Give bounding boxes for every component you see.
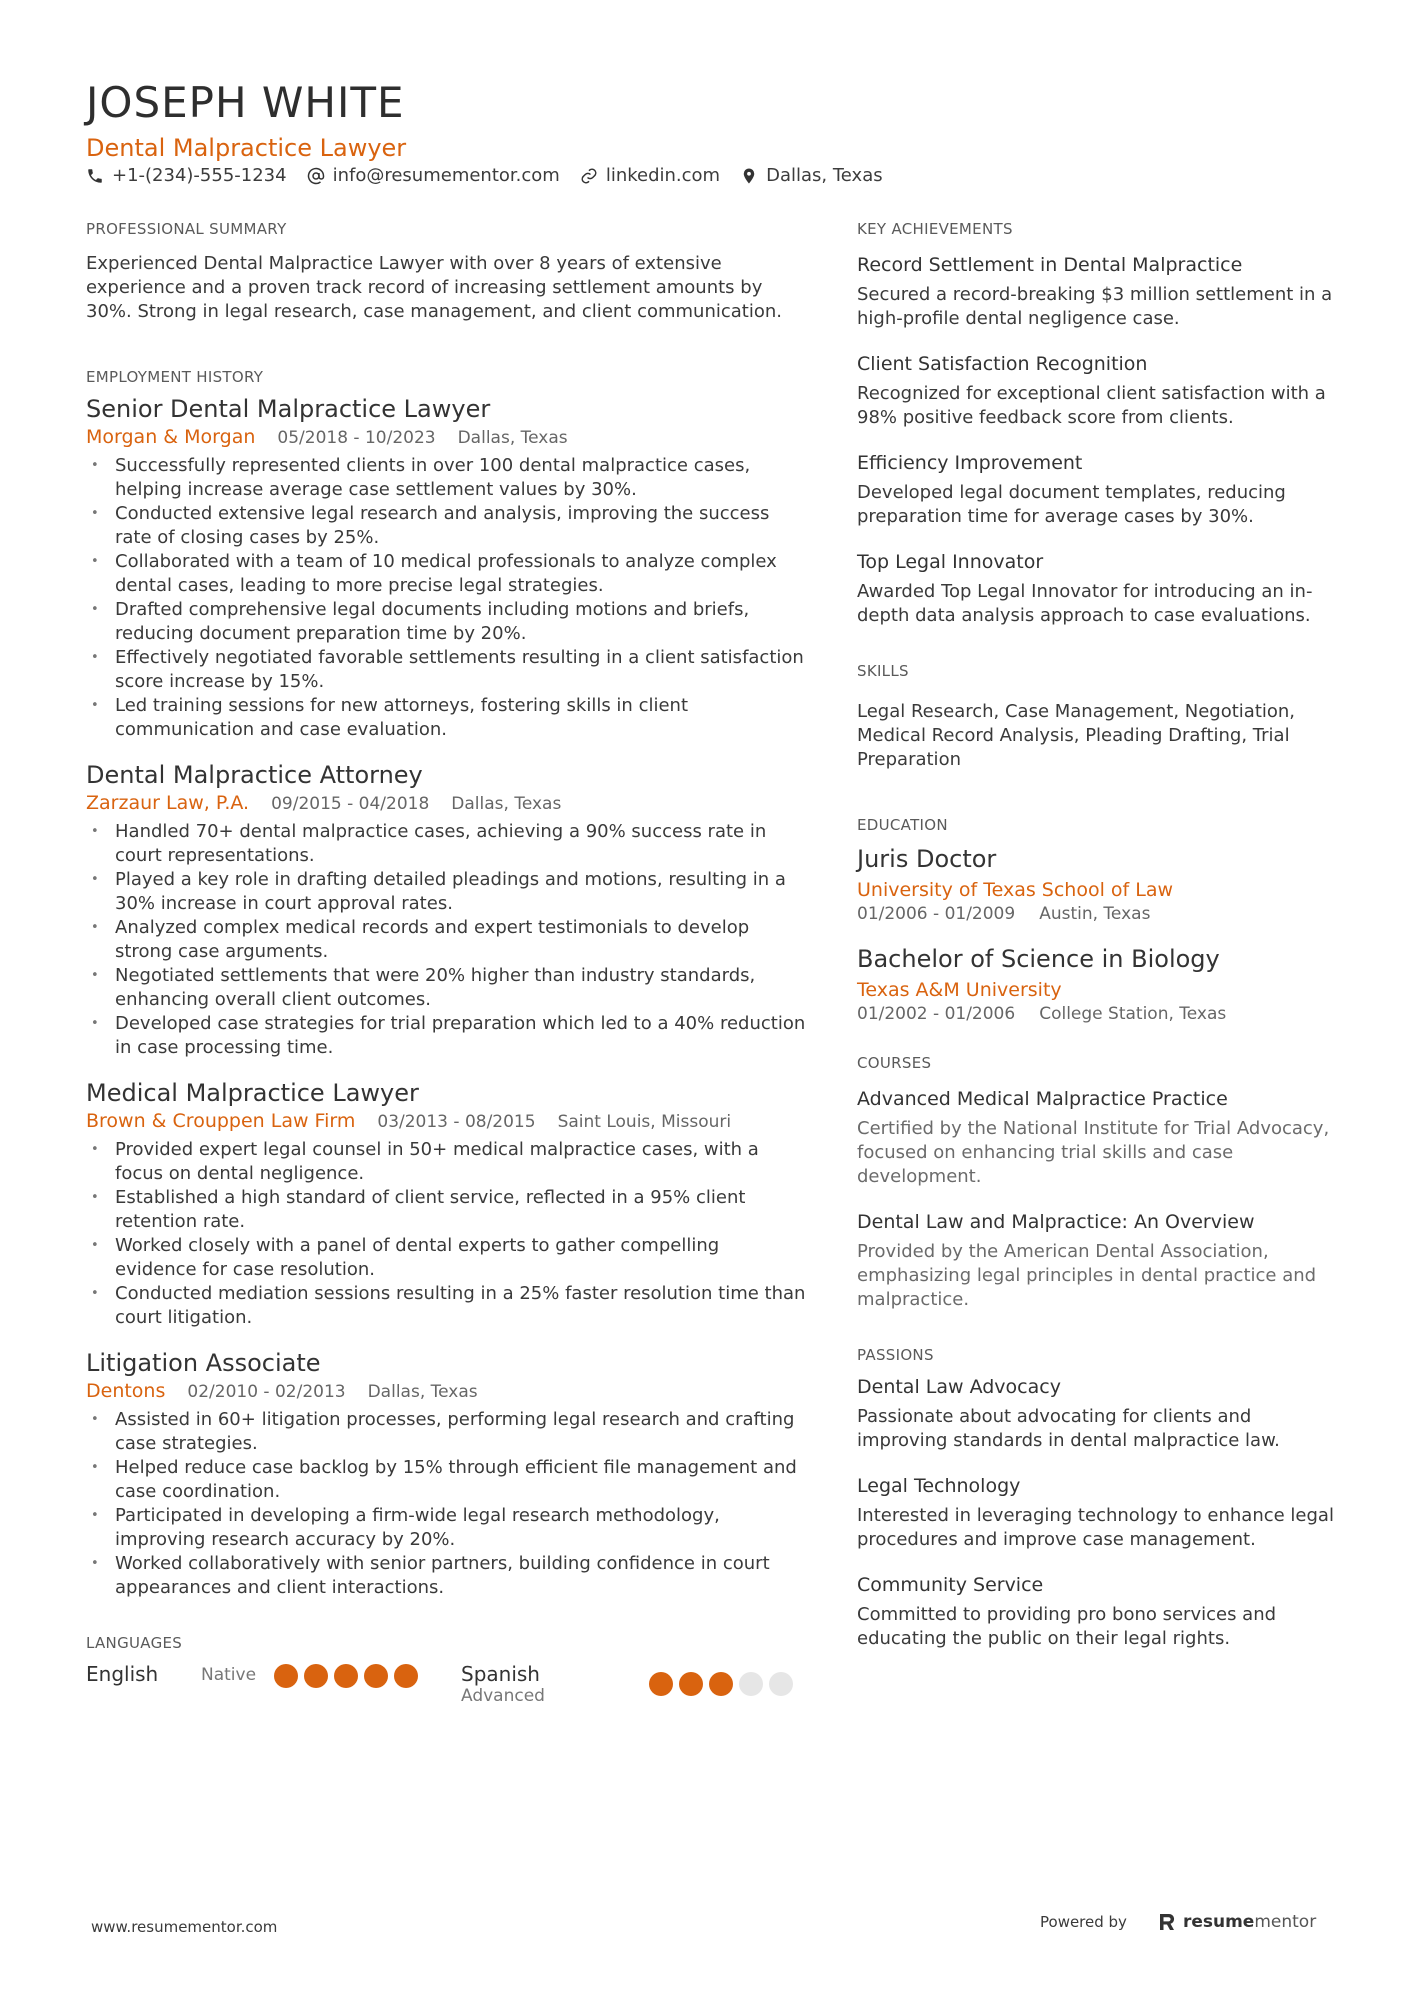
bullet-item: • Worked collaboratively with senior partners, building confidence in court appearances and client interactions. — [86, 1552, 806, 1600]
job-meta — [86, 792, 806, 814]
achievement-item — [857, 351, 1337, 430]
education-meta — [857, 904, 1337, 924]
passion-desc: Committed to providing pro bono services and educating the public on their legal rights. — [857, 1604, 1277, 1649]
job-entry — [86, 760, 806, 1060]
job-entry — [86, 1348, 806, 1600]
job-title: Senior Dental Malpractice Lawyer — [86, 395, 491, 423]
rating-dot-filled — [274, 1664, 298, 1688]
candidate-title: Dental Malpractice Lawyer — [86, 134, 407, 162]
achievements-heading: KEY ACHIEVEMENTS — [857, 220, 1013, 238]
job-title: Litigation Associate — [86, 1349, 321, 1377]
passion-title: Community Service — [857, 1574, 1044, 1596]
passions-heading: PASSIONS — [857, 1346, 934, 1364]
phone-icon — [86, 167, 104, 185]
achievement-item — [857, 549, 1337, 628]
achievement-item — [857, 252, 1337, 331]
rating-dot-empty — [739, 1672, 763, 1696]
job-entry — [86, 394, 806, 742]
job-company: Zarzaur Law, P.A. — [86, 792, 250, 814]
education-location: College Station, Texas — [1039, 1004, 1227, 1024]
education-degree: Juris Doctor — [857, 845, 997, 873]
job-dates: 03/2013 - 08/2015 — [377, 1112, 536, 1132]
achievement-desc: Recognized for exceptional client satisfaction with a 98% positive feedback score from clients. — [857, 383, 1326, 428]
course-desc: Certified by the National Institute for Trial Advocacy, focused on enhancing trial skills and case development. — [857, 1118, 1330, 1187]
education-dates: 01/2006 - 01/2009 — [857, 904, 1016, 924]
job-location: Saint Louis, Missouri — [557, 1112, 732, 1132]
bullet-item: • Successfully represented clients in over 100 dental malpractice cases, helping increase average case settlement values by 30%. — [86, 454, 806, 502]
at-icon — [307, 167, 325, 185]
email-text[interactable]: info@resumementor.com — [332, 165, 560, 186]
job-bullets — [86, 1138, 806, 1330]
language-text — [461, 1662, 649, 1706]
education-section — [857, 816, 1337, 1024]
course-desc: Provided by the American Dental Association, emphasizing legal principles in dental practice and malpractice. — [857, 1241, 1317, 1310]
bullet-item: • Worked closely with a panel of dental experts to gather compelling evidence for case resolution. — [86, 1234, 806, 1282]
summary-section — [86, 220, 806, 324]
achievement-item — [857, 450, 1337, 529]
job-dates: 02/2010 - 02/2013 — [187, 1382, 346, 1402]
passion-desc: Passionate about advocating for clients and improving standards in dental malpractice law. — [857, 1406, 1280, 1451]
job-title: Dental Malpractice Attorney — [86, 761, 423, 789]
brand-logo[interactable] — [1157, 1912, 1316, 1932]
education-location: Austin, Texas — [1039, 904, 1151, 924]
bullet-item: • Established a high standard of client service, reflected in a 95% client retention rate. — [86, 1186, 806, 1234]
job-location: Dallas, Texas — [451, 794, 562, 814]
achievement-title: Client Satisfaction Recognition — [857, 353, 1148, 375]
job-dates: 05/2018 - 10/2023 — [277, 428, 436, 448]
brand-name-light: mentor — [1254, 1912, 1317, 1932]
rating-dot-filled — [679, 1672, 703, 1696]
bullet-item: • Led training sessions for new attorneys, fostering skills in client communication and case evaluation. — [86, 694, 806, 742]
bullet-item: • Collaborated with a team of 10 medical professionals to analyze complex dental cases, leading to more precise legal strategies. — [86, 550, 806, 598]
summary-heading: PROFESSIONAL SUMMARY — [86, 220, 287, 238]
course-item — [857, 1209, 1337, 1312]
contact-linkedin[interactable] — [580, 165, 720, 186]
rating-dot-filled — [394, 1664, 418, 1688]
footer-website[interactable]: www.resumementor.com — [91, 1918, 278, 1936]
linkedin-text[interactable]: linkedin.com — [605, 165, 721, 186]
location-pin-icon — [740, 167, 758, 185]
contact-email[interactable] — [307, 165, 560, 186]
achievement-title: Efficiency Improvement — [857, 452, 1083, 474]
contact-phone — [86, 165, 287, 186]
job-meta — [86, 426, 806, 448]
language-rating — [274, 1662, 424, 1688]
job-company: Brown & Crouppen Law Firm — [86, 1110, 356, 1132]
job-company: Dentons — [86, 1380, 166, 1402]
phone-text: +1-(234)-555-1234 — [112, 165, 287, 186]
employment-heading: EMPLOYMENT HISTORY — [86, 368, 264, 386]
education-school: University of Texas School of Law — [857, 879, 1174, 901]
languages-heading: LANGUAGES — [86, 1634, 183, 1652]
rating-dot-filled — [709, 1672, 733, 1696]
language-level: Native — [201, 1665, 257, 1685]
education-school: Texas A&M University — [857, 979, 1062, 1001]
bullet-item: • Helped reduce case backlog by 15% through efficient file management and case coordination. — [86, 1456, 806, 1504]
education-item — [857, 844, 1337, 924]
bullet-item: • Handled 70+ dental malpractice cases, achieving a 90% success rate in court representations. — [86, 820, 806, 868]
achievements-section — [857, 220, 1337, 628]
left-column — [86, 220, 806, 1706]
bullet-item: • Provided expert legal counsel in 50+ medical malpractice cases, with a focus on dental negligence. — [86, 1138, 806, 1186]
employment-section — [86, 368, 806, 1600]
passion-item — [857, 1374, 1337, 1453]
bullet-item: • Drafted comprehensive legal documents including motions and briefs, reducing document preparation time by 20%. — [86, 598, 806, 646]
bullet-item: • Effectively negotiated favorable settlements resulting in a client satisfaction score increase by 15%. — [86, 646, 806, 694]
candidate-name: JOSEPH WHITE — [86, 78, 405, 127]
language-item — [86, 1662, 461, 1688]
job-bullets — [86, 454, 806, 742]
achievement-title: Record Settlement in Dental Malpractice — [857, 254, 1243, 276]
passion-title: Legal Technology — [857, 1475, 1021, 1497]
language-item — [461, 1662, 799, 1706]
bullet-item: • Assisted in 60+ litigation processes, performing legal research and crafting case strategies. — [86, 1408, 806, 1456]
summary-text: Experienced Dental Malpractice Lawyer with over 8 years of extensive experience and a proven track record of increasing settlement amounts by 30%. Strong in legal research, case management, and client communication. — [86, 253, 782, 322]
bullet-item: • Participated in developing a firm-wide legal research methodology, improving research accuracy by 20%. — [86, 1504, 806, 1552]
languages-section — [86, 1634, 806, 1706]
skills-section — [857, 662, 1337, 772]
contact-location — [740, 165, 883, 186]
bullet-item: • Negotiated settlements that were 20% higher than industry standards, enhancing overall client outcomes. — [86, 964, 806, 1012]
education-dates: 01/2002 - 01/2006 — [857, 1004, 1016, 1024]
bullet-item: • Developed case strategies for trial preparation which led to a 40% reduction in case processing time. — [86, 1012, 806, 1060]
course-title: Dental Law and Malpractice: An Overview — [857, 1211, 1255, 1233]
job-entry — [86, 1078, 806, 1330]
passion-item — [857, 1473, 1337, 1552]
language-level: Advanced — [461, 1686, 545, 1706]
rating-dot-filled — [304, 1664, 328, 1688]
achievement-title: Top Legal Innovator — [857, 551, 1044, 573]
job-bullets — [86, 820, 806, 1060]
rating-dot-filled — [649, 1672, 673, 1696]
bullet-item: • Conducted mediation sessions resulting in a 25% faster resolution time than court litigation. — [86, 1282, 806, 1330]
rating-dot-filled — [364, 1664, 388, 1688]
skills-heading: SKILLS — [857, 662, 909, 680]
rating-dot-filled — [334, 1664, 358, 1688]
job-dates: 09/2015 - 04/2018 — [271, 794, 430, 814]
achievement-desc: Developed legal document templates, reducing preparation time for average cases by 30%. — [857, 482, 1286, 527]
passion-item — [857, 1572, 1337, 1651]
job-company: Morgan & Morgan — [86, 426, 256, 448]
right-column — [857, 220, 1337, 1671]
course-item — [857, 1086, 1337, 1189]
course-title: Advanced Medical Malpractice Practice — [857, 1088, 1228, 1110]
language-name: Spanish — [461, 1662, 540, 1686]
contact-bar — [86, 165, 903, 186]
job-location: Dallas, Texas — [367, 1382, 478, 1402]
link-icon — [580, 167, 598, 185]
job-location: Dallas, Texas — [457, 428, 568, 448]
passion-desc: Interested in leveraging technology to enhance legal procedures and improve case management. — [857, 1505, 1334, 1550]
achievement-desc: Secured a record-breaking $3 million settlement in a high-profile dental negligence case. — [857, 284, 1333, 329]
languages-list — [86, 1662, 806, 1706]
brand-name-bold: resume — [1182, 1912, 1255, 1932]
job-bullets — [86, 1408, 806, 1600]
skills-text: Legal Research, Case Management, Negotiation, Medical Record Analysis, Pleading Drafting, Trial Preparation — [857, 701, 1296, 770]
job-title: Medical Malpractice Lawyer — [86, 1079, 419, 1107]
achievement-desc: Awarded Top Legal Innovator for introducing an in-depth data analysis approach to case evaluations. — [857, 581, 1313, 626]
language-rating — [649, 1662, 799, 1696]
job-meta — [86, 1380, 806, 1402]
resumementor-logo-icon — [1157, 1912, 1177, 1932]
rating-dot-empty — [769, 1672, 793, 1696]
courses-section — [857, 1054, 1337, 1312]
bullet-item: • Played a key role in drafting detailed pleadings and motions, resulting in a 30% increase in court approval rates. — [86, 868, 806, 916]
education-degree: Bachelor of Science in Biology — [857, 945, 1220, 973]
language-name: English — [86, 1662, 159, 1686]
education-item — [857, 944, 1337, 1024]
job-meta — [86, 1110, 806, 1132]
powered-by-text: Powered by — [1040, 1913, 1127, 1931]
footer-branding — [1040, 1912, 1316, 1932]
location-text: Dallas, Texas — [766, 165, 883, 186]
bullet-item: • Conducted extensive legal research and analysis, improving the success rate of closing cases by 25%. — [86, 502, 806, 550]
education-meta — [857, 1004, 1337, 1024]
bullet-item: • Analyzed complex medical records and expert testimonials to develop strong case arguments. — [86, 916, 806, 964]
courses-heading: COURSES — [857, 1054, 932, 1072]
passion-title: Dental Law Advocacy — [857, 1376, 1061, 1398]
education-heading: EDUCATION — [857, 816, 948, 834]
passions-section — [857, 1346, 1337, 1651]
